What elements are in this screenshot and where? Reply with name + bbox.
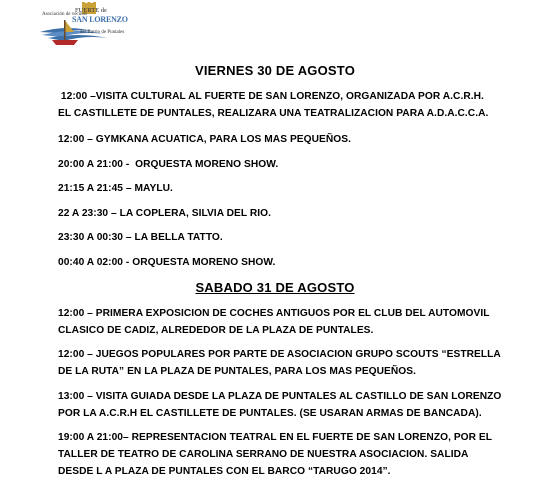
event-item: 12:00 – JUEGOS POPULARES POR PARTE DE ASOCIACION GRUPO SCOUTS “ESTRELLA DE LA RUTA” EN LA PLAZA DE PUNTALES, PARA LOS MAS PEQUEÑOS. bbox=[58, 349, 501, 377]
event-item: 23:30 A 00:30 – LA BELLA TATTO. bbox=[58, 232, 223, 243]
event-item: 22 A 23:30 – LA COPLERA, SILVIA DEL RIO. bbox=[58, 208, 271, 219]
event-item: 12:00 – GYMKANA ACUATICA, PARA LOS MAS PEQUEÑOS. bbox=[58, 134, 351, 145]
logo-fuerte-text: FUERTE de bbox=[75, 7, 107, 14]
event-item: 20:00 A 21:00 - ORQUESTA MORENO SHOW. bbox=[58, 159, 279, 170]
event-item: 19:00 A 21:00– REPRESENTACION TEATRAL EN EL FUERTE DE SAN LORENZO, POR EL TALLER DE TEATRO DE CAROLINA SERRANO DE NUESTRA ASOCIACION. SALIDA DESDE L A PLAZA DE PUNTALES CON EL BARCO “TARUGO 2014”. bbox=[58, 432, 493, 477]
event-item: 12:00 – PRIMERA EXPOSICION DE COCHES ANTIGUOS POR EL CLUB DEL AUTOMOVIL CLASICO DE CADIZ, ALREDEDOR DE LA PLAZA DE PUNTALES. bbox=[58, 308, 490, 336]
event-item: 21:15 A 21:45 – MAYLU. bbox=[58, 183, 173, 194]
association-logo bbox=[38, 2, 150, 50]
event-item: 13:00 – VISITA GUIADA DESDE LA PLAZA DE PUNTALES AL CASTILLO DE SAN LORENZO POR LA A.C.R.H EL CASTILLETE DE PUNTALES. (SE USARAN ARMAS DE BANCADA). bbox=[58, 391, 502, 419]
logo-sanlorenzo-text: SAN LORENZO bbox=[72, 15, 128, 24]
day1-title: VIERNES 30 DE AGOSTO bbox=[194, 63, 356, 78]
day2-title: SABADO 31 DE AGOSTO bbox=[195, 280, 355, 295]
event-item: 12:00 –VISITA CULTURAL AL FUERTE DE SAN LORENZO, ORGANIZADA POR A.C.R.H. EL CASTILLETE DE PUNTALES, REALIZARA UNA TEATRALIZACION PARA A.D.A.C.C.A. bbox=[58, 91, 489, 119]
event-item: 00:40 A 02:00 - ORQUESTA MORENO SHOW. bbox=[58, 257, 276, 268]
logo-barrio-text: del Barrio de Puntales bbox=[80, 30, 125, 35]
logo-assoc-text: Asociación de vecinos bbox=[42, 12, 87, 17]
